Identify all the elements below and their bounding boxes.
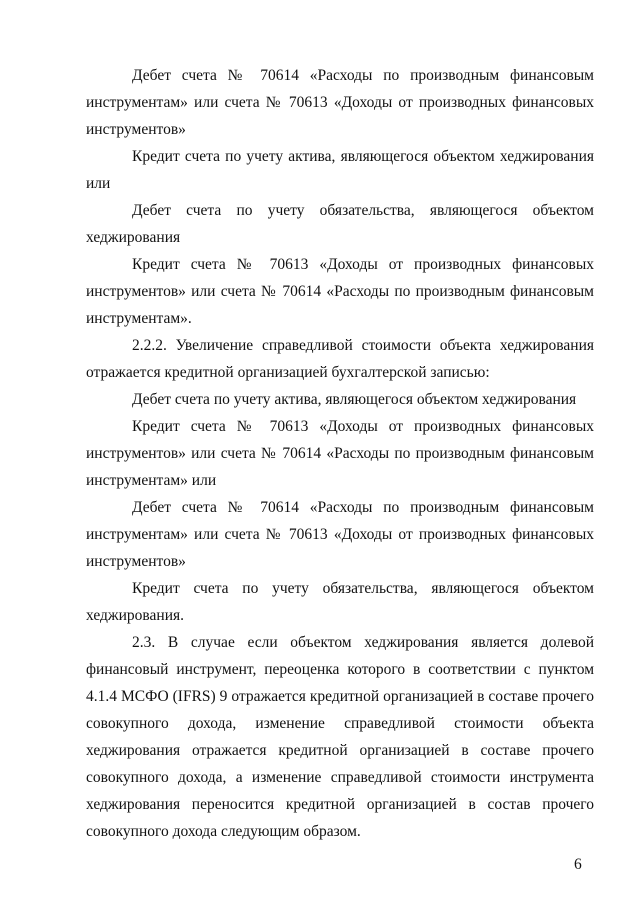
paragraph-credit-70613-or-70614: Кредит счета № 70613 «Доходы от производных финансовых инструментов» или счета № 70614 «Расходы по производным финансовым инструментам» или [86,418,594,489]
paragraph-debit-asset: Дебет счета по учету актива, являющегося объектом хеджирования [132,391,577,408]
paragraph-credit-asset: Кредит счета по учету актива, являющегося объектом хеджирования или [86,148,594,192]
paragraph-credit-liability: Кредит счета по учету обязательства, являющегося объектом хеджирования. [86,580,594,624]
paragraph-section-2-3: 2.3. В случае если объектом хеджирования является долевой финансовый инструмент, переоценка которого в соответствии с пунктом 4.1.4 МСФО (IFRS) 9 отражается кредитной организацией в составе прочего совокупного дохода, изменение справедливой стоимости объекта хеджирования отражается кредитной организацией в составе прочего совокупного дохода, а изменение справедливой стоимости инструмента хеджирования переносится кредитной организацией в состав прочего совокупного дохода следующим образом. [86,634,594,840]
page-number: 6 [574,856,582,873]
paragraph-credit-70613: Кредит счета № 70613 «Доходы от производных финансовых инструментов» или счета № 70614 «Расходы по производным финансовым инструментам». [86,256,594,327]
paragraph-debit-70614-or-70613: Дебет счета № 70614 «Расходы по производным финансовым инструментам» или счета № 70613 «Доходы от производных финансовых инструментов» [86,499,594,570]
paragraph-section-2-2-2: 2.2.2. Увеличение справедливой стоимости объекта хеджирования отражается кредитной организацией бухгалтерской записью: [86,337,594,381]
paragraph-debit-70614: Дебет счета № 70614 «Расходы по производным финансовым инструментам» или счета № 70613 «Доходы от производных финансовых инструментов» [86,67,594,138]
document-body [86,62,594,845]
paragraph-debit-liability: Дебет счета по учету обязательства, являющегося объектом хеджирования [86,202,594,246]
